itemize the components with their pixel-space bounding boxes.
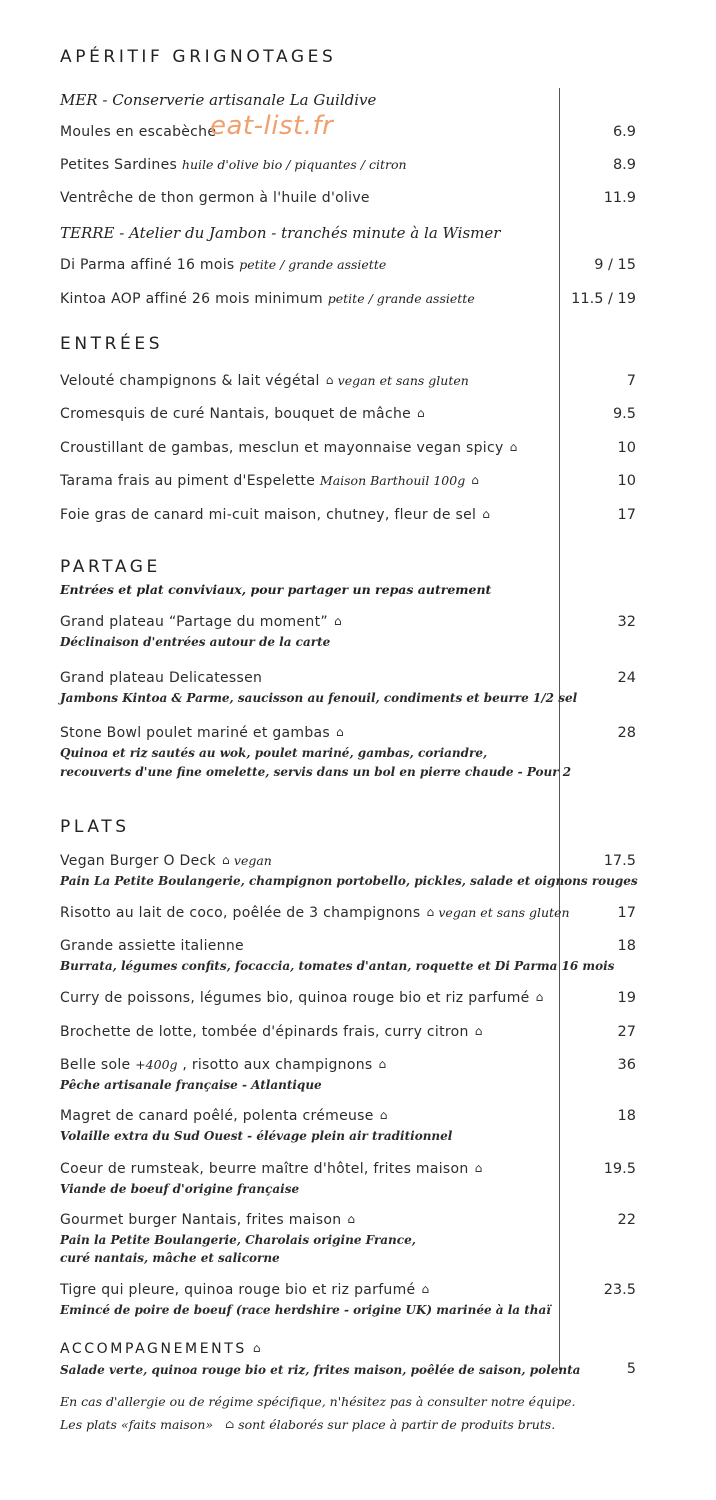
menu-item-price: 27 (617, 1024, 636, 1040)
menu-item-price: 17.5 (603, 853, 636, 869)
menu-item: Cromesquis de curé Nantais, bouquet de mâche ⌂ (60, 406, 425, 422)
subsection-mer: MER - Conserverie artisanale La Guildive (60, 91, 377, 109)
menu-item-price: 17 (617, 905, 636, 921)
menu-item-price: 6.9 (612, 124, 636, 140)
menu-item: Risotto au lait de coco, poêlée de 3 champignons ⌂ vegan et sans gluten (60, 905, 570, 921)
menu-item-price: 9 / 15 (594, 257, 636, 273)
menu-item-description: Jambons Kintoa & Parme, saucisson au fenouil, condiments et beurre 1/2 sel (60, 691, 578, 705)
allergy-notice: En cas d'allergie ou de régime spécifique, n'hésitez pas à consulter notre équipe. (60, 1394, 576, 1409)
menu-item-price: 18 (617, 1108, 636, 1124)
menu-item: Grande assiette italienne (60, 938, 244, 954)
menu-item: Grand plateau Delicatessen (60, 670, 263, 686)
menu-item: Vegan Burger O Deck ⌂ vegan (60, 853, 272, 869)
house-icon: ⌂ (474, 1024, 483, 1038)
menu-item: Croustillant de gambas, mesclun et mayonnaise vegan spicy ⌂ (60, 440, 518, 456)
menu-item-description: Pêche artisanale française - Atlantique (60, 1078, 322, 1092)
menu-item-price: 22 (617, 1212, 636, 1228)
menu-item-price: 36 (617, 1057, 636, 1073)
menu-item-description: Pain la Petite Boulangerie, Charolais origine France, (60, 1233, 416, 1247)
house-icon: ⌂ (347, 1212, 356, 1226)
house-icon: ⌂ (509, 440, 518, 454)
menu-item: Foie gras de canard mi-cuit maison, chutney, fleur de sel ⌂ (60, 507, 491, 523)
menu-item-price: 18 (617, 938, 636, 954)
accompagnements-description: Salade verte, quinoa rouge bio et riz, frites maison, poêlée de saison, polenta (60, 1363, 581, 1377)
house-icon: ⌂ (252, 1341, 264, 1355)
menu-item-price: 10 (617, 473, 636, 489)
menu-item: Ventrêche de thon germon à l'huile d'olive (60, 190, 370, 206)
menu-item: Stone Bowl poulet mariné et gambas ⌂ (60, 725, 344, 741)
menu-item-description: Quinoa et riz sautés au wok, poulet mariné, gambas, coriandre, (60, 746, 488, 760)
menu-item: Tigre qui pleure, quinoa rouge bio et riz parfumé ⌂ (60, 1282, 430, 1298)
menu-item: Magret de canard poêlé, polenta crémeuse ⌂ (60, 1108, 388, 1124)
section-title-accompagnements: ACCOMPAGNEMENTS ⌂ (60, 1341, 264, 1357)
section-title-plats: PLATS (60, 817, 130, 837)
accompagnements-price: 5 (626, 1361, 636, 1377)
menu-item-description: Viande de boeuf d'origine française (60, 1182, 300, 1196)
menu-item: Gourmet burger Nantais, frites maison ⌂ (60, 1212, 356, 1228)
menu-item-description: Pain La Petite Boulangerie, champignon portobello, pickles, salade et oignons rouges (60, 874, 638, 888)
menu-item-price: 8.9 (612, 157, 636, 173)
house-icon: ⌂ (225, 1417, 235, 1431)
menu-item-price: 19.5 (603, 1161, 636, 1177)
menu-item: Kintoa AOP affiné 26 mois minimum petite / grande assiette (60, 291, 475, 307)
house-icon: ⌂ (474, 1161, 483, 1175)
section-title-entrees: ENTRÉES (60, 334, 164, 354)
subsection-terre: TERRE - Atelier du Jambon - tranchés minute à la Wismer (60, 224, 501, 242)
house-icon: ⌂ (336, 725, 344, 739)
menu-item-price: 24 (617, 670, 636, 686)
menu-item-description: Déclinaison d'entrées autour de la carte (60, 635, 331, 649)
menu-item-price: 7 (626, 373, 636, 389)
menu-item-price: 19 (617, 990, 636, 1006)
watermark: eat-list.fr (210, 111, 334, 141)
menu-item: Coeur de rumsteak, beurre maître d'hôtel, frites maison ⌂ (60, 1161, 483, 1177)
menu-item-price: 10 (617, 440, 636, 456)
menu-item-description: recouverts d'une fine omelette, servis dans un bol en pierre chaude - Pour 2 (60, 765, 572, 779)
menu-item-price: 23.5 (603, 1282, 636, 1298)
menu-item: Moules en escabèche (60, 124, 217, 140)
menu-item-price: 9.5 (612, 406, 636, 422)
menu-item-price: 28 (617, 725, 636, 741)
house-icon: ⌂ (221, 853, 230, 867)
menu-item: Brochette de lotte, tombée d'épinards frais, curry citron ⌂ (60, 1024, 483, 1040)
house-icon: ⌂ (421, 1282, 430, 1296)
menu-item: Petites Sardines huile d'olive bio / piquantes / citron (60, 157, 407, 173)
house-icon: ⌂ (417, 406, 425, 420)
menu-item-description: Volaille extra du Sud Ouest - élévage plein air traditionnel (60, 1129, 453, 1143)
menu-item: Velouté champignons & lait végétal ⌂ vegan et sans gluten (60, 373, 469, 389)
menu-item-description: curé nantais, mâche et salicorne (60, 1251, 280, 1265)
house-icon: ⌂ (325, 373, 334, 387)
menu-item-price: 11.5 / 19 (571, 291, 636, 307)
section-subtitle-partage: Entrées et plat conviviaux, pour partager un repas autrement (60, 582, 492, 597)
house-icon: ⌂ (378, 1057, 387, 1071)
menu-item-price: 11.9 (603, 190, 636, 206)
price-divider (559, 88, 560, 1370)
house-icon: ⌂ (379, 1108, 388, 1122)
house-icon: ⌂ (535, 990, 544, 1004)
menu-item-price: 32 (617, 614, 636, 630)
menu-item: Curry de poissons, légumes bio, quinoa rouge bio et riz parfumé ⌂ (60, 990, 544, 1006)
menu-item: Belle sole +400g , risotto aux champignons ⌂ (60, 1057, 387, 1073)
menu-item: Grand plateau “Partage du moment” ⌂ (60, 614, 342, 630)
menu-item-description: Burrata, légumes confits, focaccia, tomates d'antan, roquette et Di Parma 16 mois (60, 959, 615, 973)
section-title-aperitif: APÉRITIF GRIGNOTAGES (60, 47, 337, 67)
homemade-notice: Les plats «faits maison» ⌂ sont élaborés sur place à partir de produits bruts. (60, 1417, 556, 1432)
section-title-partage: PARTAGE (60, 557, 161, 577)
menu-item: Tarama frais au piment d'Espelette Maison Barthouil 100g ⌂ (60, 473, 480, 489)
house-icon: ⌂ (482, 507, 491, 521)
menu-item-description: Emincé de poire de boeuf (race herdshire - origine UK) marinée à la thaï (60, 1303, 551, 1317)
house-icon: ⌂ (471, 473, 480, 487)
menu-item-price: 17 (617, 507, 636, 523)
house-icon: ⌂ (426, 905, 435, 919)
house-icon: ⌂ (333, 614, 342, 628)
menu-item: Di Parma affiné 16 mois petite / grande assiette (60, 257, 387, 273)
